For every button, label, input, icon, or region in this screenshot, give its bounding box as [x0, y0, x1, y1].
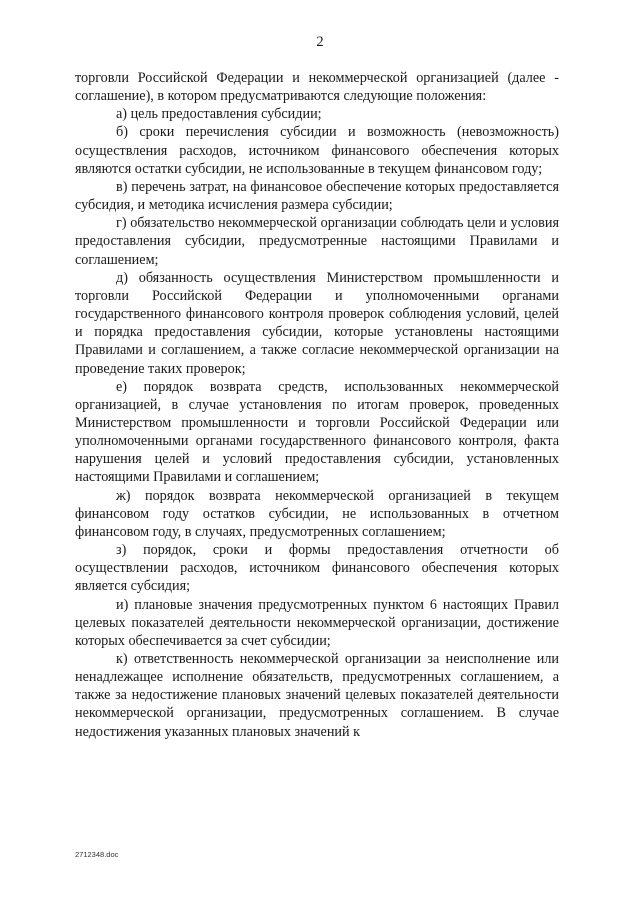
paragraph-item-zh: ж) порядок возврата некоммерческой организацией в текущем финансовом году остатков субсидии, не использованных в отчетном финансовом году, в случаях, предусмотренных соглашением;: [75, 487, 559, 540]
document-body: [75, 69, 559, 741]
footer-doc-id: 2712348.doc: [75, 850, 119, 859]
paragraph-item-b: б) сроки перечисления субсидии и возможность (невозможность) осуществления расходов, источником финансового обеспечения которых являются остатки субсидии, не использованные в текущем финансовом году;: [75, 124, 559, 177]
paragraph-item-e: е) порядок возврата средств, использованных некоммерческой организацией, в случае установления по итогам проверок, проведенных Министерством промышленности и торговли Российской Федерации или уполномоченными органами государственного финансового контроля, факта нарушения целей и условий предоставления субсидии, установленных настоящими Правилами и соглашением;: [75, 378, 559, 486]
paragraph-continuation: торговли Российской Федерации и некоммерческой организацией (далее - соглашение), в котором предусматриваются следующие положения:: [75, 70, 559, 105]
page-number: 2: [316, 34, 324, 50]
paragraph-item-v: в) перечень затрат, на финансовое обеспечение которых предоставляется субсидия, и методика исчисления размера субсидии;: [75, 178, 559, 214]
paragraph-item-z: з) порядок, сроки и формы предоставления отчетности об осуществлении расходов, источником финансового обеспечения которых является субсидия;: [75, 542, 559, 595]
paragraph-item-i: и) плановые значения предусмотренных пунктом 6 настоящих Правил целевых показателей деятельности некоммерческой организации, достижение которых обеспечивается за счет субсидии;: [75, 596, 559, 649]
paragraph-item-g: г) обязательство некоммерческой организации соблюдать цели и условия предоставления субсидии, предусмотренные настоящими Правилами и соглашением;: [75, 215, 559, 268]
paragraph-item-k: к) ответственность некоммерческой организации за неисполнение или ненадлежащее исполнение обязательств, предусмотренных соглашением, а также за недостижение плановых значений целевых показателей деятельности некоммерческой организации, предусмотренных соглашением. В случае недостижения указанных плановых значений к: [75, 651, 559, 740]
paragraph-item-d: д) обязанность осуществления Министерством промышленности и торговли Российской Федерации и уполномоченными органами государственного финансового контроля проверок соблюдения условий, целей и порядка предоставления субсидии, которые установлены настоящими Правилами и соглашением, а также согласие некоммерческой организации на проведение таких проверок;: [75, 269, 559, 377]
paragraph-item-a: а) цель предоставления субсидии;: [116, 106, 322, 123]
